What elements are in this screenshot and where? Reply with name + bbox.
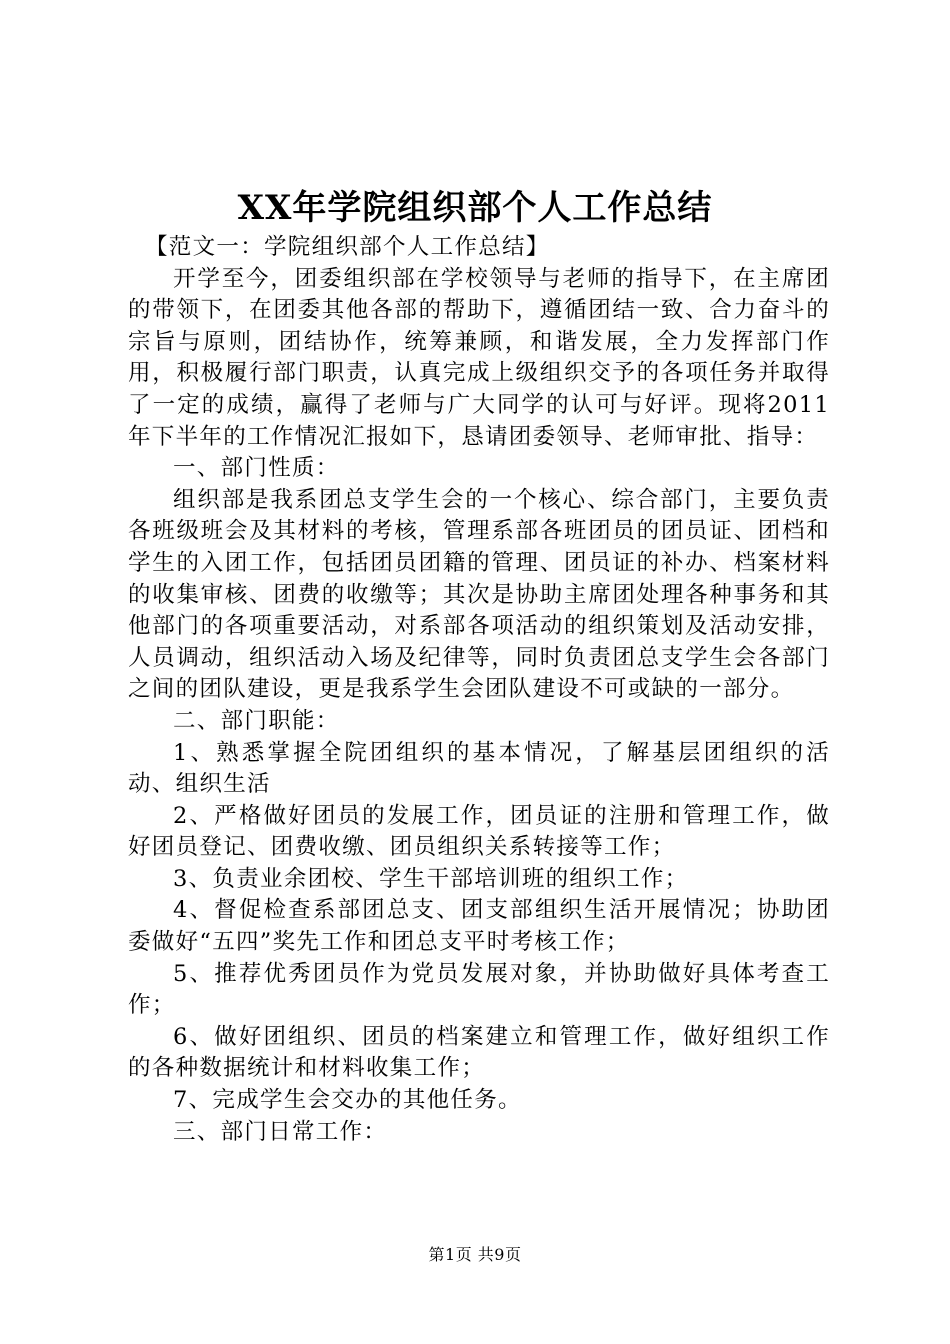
paragraph-nature: 组织部是我系团总支学生会的一个核心、综合部门，主要负责各班级班会及其材料的考核，管理系部各班团员的团员证、团档和学生的入团工作，包括团员团籍的管理、团员证的补办、档案材料的收集审核、团费的收缴等；其次是协助主席团处理各种事务和其他部门的各项重要活动，对系部各项活动的组织策划及活动安排，人员调动，组织活动入场及纪律等，同时负责团总支学生会各部门之间的团队建设，更是我系学生会团队建设不可或缺的一部分。 — [128, 486, 830, 703]
paragraph-heading-sample: 【范文一：学院组织部个人工作总结】 — [145, 234, 550, 260]
section-heading-daily-work: 三、部门日常工作： — [173, 1118, 388, 1145]
list-item-function-4: 4、督促检查系部团总支、团支部组织生活开展情况；协助团委做好“五四”奖先工作和团总支平时考核工作； — [128, 897, 830, 956]
list-item-function-7: 7、完成学生会交办的其他任务。 — [173, 1087, 522, 1114]
list-item-function-3: 3、负责业余团校、学生干部培训班的组织工作； — [173, 865, 689, 892]
paragraph-intro: 开学至今，团委组织部在学校领导与老师的指导下，在主席团的带领下，在团委其他各部的帮助下，遵循团结一致、合力奋斗的宗旨与原则，团结协作，统筹兼顾，和谐发展，全力发挥部门作用，积极履行部门职责，认真完成上级组织交予的各项任务并取得了一定的成绩，赢得了老师与广大同学的认可与好评。现将2011年下半年的工作情况汇报如下，恳请团委领导、老师审批、指导： — [128, 265, 830, 450]
list-item-function-5: 5、推荐优秀团员作为党员发展对象，并协助做好具体考查工作； — [128, 960, 830, 1019]
document-body — [128, 232, 830, 1148]
section-heading-functions: 二、部门职能： — [173, 707, 340, 734]
list-item-function-6: 6、做好团组织、团员的档案建立和管理工作，做好组织工作的各种数据统计和材料收集工作； — [128, 1023, 830, 1082]
page-number-footer: 第1页 共9页 — [428, 1245, 522, 1264]
document-title: XX年学院组织部个人工作总结 — [237, 188, 713, 228]
list-item-function-2: 2、严格做好团员的发展工作，团员证的注册和管理工作，做好团员登记、团费收缴、团员组织关系转接等工作； — [128, 802, 830, 861]
list-item-function-1: 1、熟悉掌握全院团组织的基本情况，了解基层团组织的活动、组织生活 — [128, 739, 830, 798]
section-heading-nature: 一、部门性质： — [173, 455, 340, 482]
